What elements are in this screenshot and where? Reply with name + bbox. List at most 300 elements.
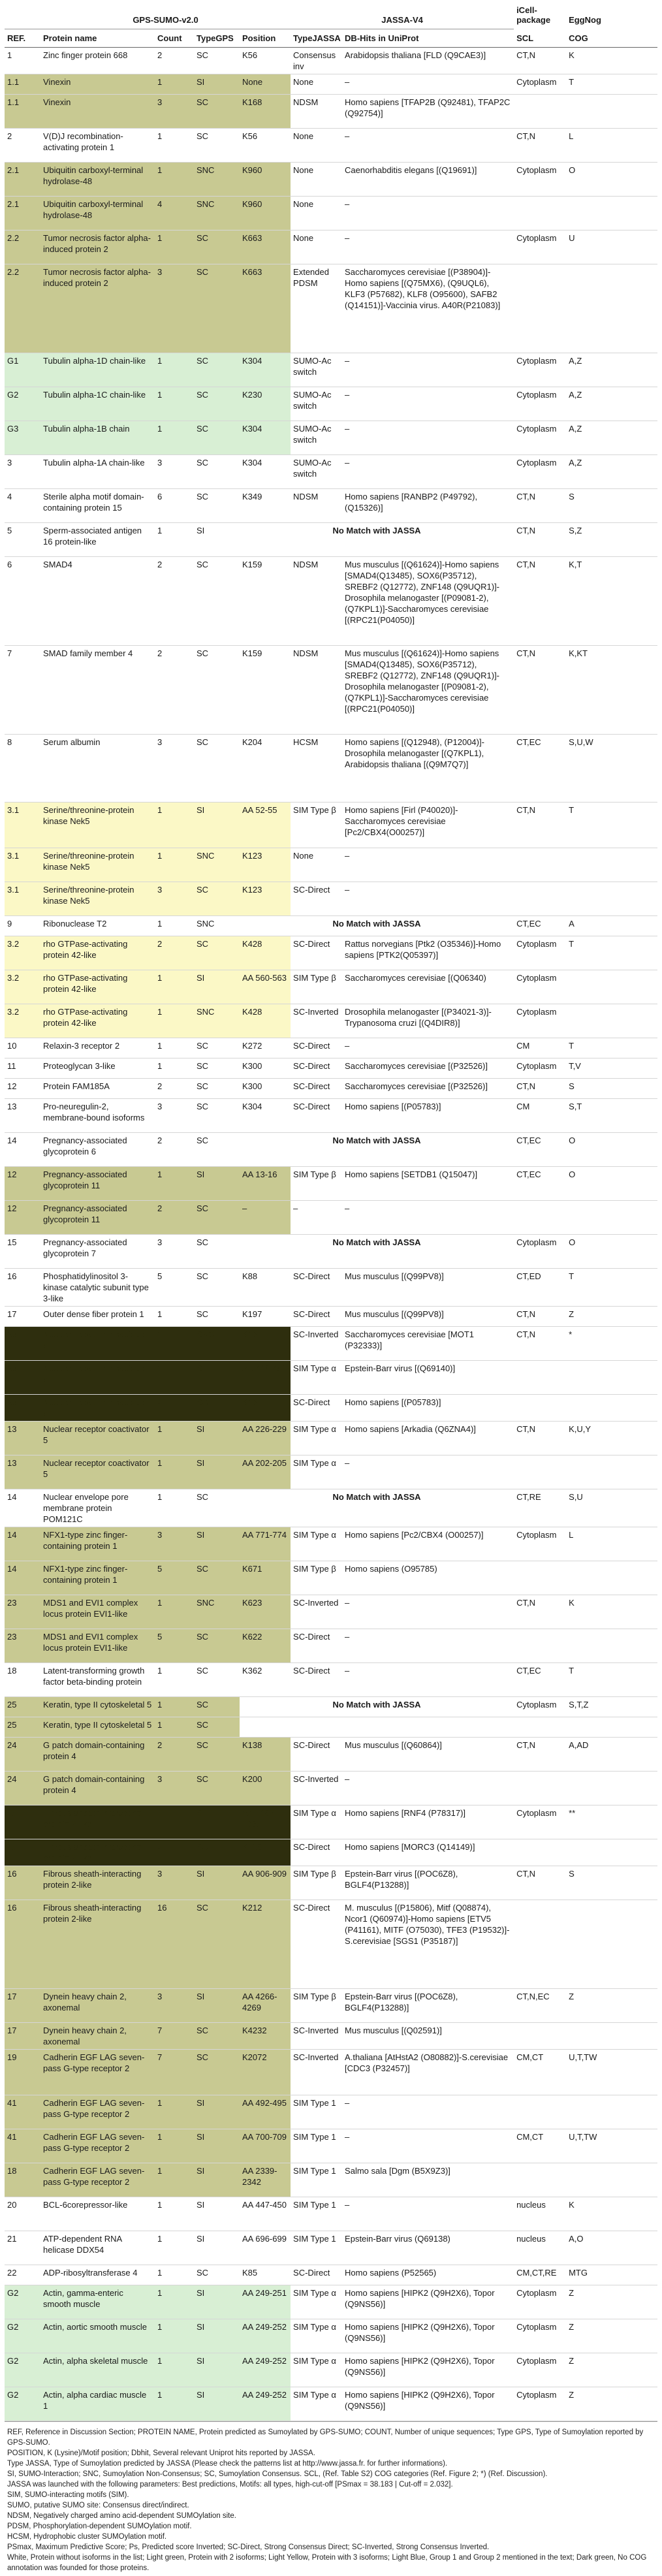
cell-count: 3 — [155, 1866, 194, 1900]
cell-protein: Serine/threonine-protein kinase Nek5 — [40, 882, 155, 915]
cell-count: 1 — [155, 2353, 194, 2387]
cell-dbhits: – — [342, 387, 514, 421]
cell-scl: CT,N — [514, 47, 566, 74]
cell-typegps: SC — [194, 1394, 240, 1421]
cell-scl: CT,N — [514, 1595, 566, 1629]
cell-position: K349 — [240, 488, 291, 522]
cell-position: K200 — [240, 1771, 291, 1805]
table-row — [5, 2319, 657, 2353]
cell-typegps: SI — [194, 2129, 240, 2163]
cell-dbhits: – — [342, 454, 514, 488]
cell-scl: CT,N,EC — [514, 1988, 566, 2022]
cell-ref: 14 — [5, 1132, 40, 1166]
cell-protein: Latent-transforming growth factor beta-binding protein — [40, 1662, 155, 1696]
cell-cog: U — [566, 230, 657, 264]
cell-cog: S,T,Z — [566, 1696, 657, 1717]
cell-cog: O — [566, 1234, 657, 1268]
cell-count: 1 — [155, 1489, 194, 1527]
cell-protein: NFX1-type zinc finger-containing protein 1 — [40, 1527, 155, 1561]
cell-ref: 11 — [5, 1058, 40, 1078]
table-row — [5, 488, 657, 522]
cell-ref: G2 — [5, 2285, 40, 2319]
cell-protein: Serine/threonine-protein kinase Nek5 — [40, 802, 155, 848]
col-header-typegps: TypeGPS — [194, 29, 240, 47]
cell-count: 2 — [155, 556, 194, 645]
table-row — [5, 882, 657, 915]
cell-nomatch: No Match with JASSA — [240, 1696, 514, 1717]
table-row — [5, 734, 657, 802]
cell-protein: SMAD family member 4 — [40, 645, 155, 734]
footnote-line: JASSA was launched with the following parameters: Best predictions, Motifs: all types, high-cut-off [PSmax = 38.183 | Cut-off = 2.032]. — [7, 2480, 453, 2489]
cell-protein: Pro-neuregulin-2, membrane-bound isoforms — [40, 1098, 155, 1132]
cell-cog: O — [566, 1166, 657, 1200]
cell-dbhits: Salmo sala [Dgm (B5X9Z3)] — [342, 2163, 514, 2197]
cell-typegps: SC — [194, 1839, 240, 1866]
cell-count: 1 — [155, 421, 194, 454]
cell-position: K272 — [240, 1038, 291, 1058]
cell-count: 1 — [155, 128, 194, 162]
cell-typegps: SI — [194, 74, 240, 94]
cell-ref: 10 — [5, 1038, 40, 1058]
cell-ref: 2.2 — [5, 264, 40, 353]
cell-position: K622 — [240, 1629, 291, 1662]
cell-scl: Cytoplasm — [514, 1696, 566, 1717]
table-row — [5, 1234, 657, 1268]
cell-cog — [566, 1771, 657, 1805]
cell-nomatch: No Match with JASSA — [240, 1234, 514, 1268]
table-row — [5, 1629, 657, 1662]
cell-count: 3 — [155, 454, 194, 488]
cell-position: K960 — [240, 162, 291, 196]
table-row — [5, 74, 657, 94]
cell-scl — [514, 1900, 566, 1988]
cell-typegps: SC — [194, 1771, 240, 1805]
cell-ref: G2 — [5, 2387, 40, 2421]
cell-protein: Relaxin-3 receptor 2 — [40, 1038, 155, 1058]
table-row — [5, 2197, 657, 2231]
cell-count: 3 — [155, 1098, 194, 1132]
cell-ref: 33 — [5, 1326, 40, 1360]
cell-ref: 13 — [5, 1455, 40, 1489]
cell-count: 6 — [155, 488, 194, 522]
cell-scl: CT,N — [514, 488, 566, 522]
cell-count: 1 — [155, 1717, 194, 1737]
cell-protein: Ubiquitin carboxyl-terminal hydrolase-48 — [40, 162, 155, 196]
cell-cog — [566, 2022, 657, 2049]
cell-scl — [514, 264, 566, 353]
cell-scl: CM — [514, 1038, 566, 1058]
table-row — [5, 47, 657, 74]
cell-protein: Tumor necrosis factor alpha-induced protein 2 — [40, 264, 155, 353]
cell-ref: 1.1 — [5, 74, 40, 94]
table-row — [5, 2163, 657, 2197]
footnote-line: REF, Reference in Discussion Section; PROTEIN NAME, Protein predicted as Sumoylated by GPS-SUMO; COUNT, Number of unique sequences; Type GPS, Type of Sumoylation reported by GPS-SUMO. — [7, 2428, 644, 2447]
cell-typejassa: SIM Type α — [291, 2285, 342, 2319]
cell-ref: 2.2 — [5, 230, 40, 264]
cell-position: K671 — [240, 1561, 291, 1595]
cell-dbhits: Homo sapiens [Arkadia (Q6ZNA4)] — [342, 1421, 514, 1455]
cell-ref: 3.2 — [5, 936, 40, 970]
footnote-line: SIM, SUMO-interacting motifs (SIM). — [7, 2490, 129, 2499]
cell-position: K212 — [240, 1900, 291, 1988]
col-header-dbhits: DB-Hits in UniProt — [342, 29, 514, 47]
table-row — [5, 2022, 657, 2049]
cell-scl — [514, 1771, 566, 1805]
cell-position: K13 — [240, 1394, 291, 1421]
cell-position: K88 — [240, 1268, 291, 1306]
cell-scl: Cytoplasm — [514, 387, 566, 421]
cell-cog: T — [566, 1038, 657, 1058]
cell-protein: Ribonuclease T2 — [40, 915, 155, 936]
cell-dbhits: Homo sapiens [HIPK2 (Q9H2X6), Topor (Q9NS56)] — [342, 2387, 514, 2421]
cell-ref: 16 — [5, 1866, 40, 1900]
cell-protein: Fibrous sheath-interacting protein 2-like — [40, 1805, 155, 1839]
cell-protein: BCL-6corepressor-like — [40, 2197, 155, 2231]
cell-typejassa: SC-Direct — [291, 1038, 342, 1058]
cell-count: 2 — [155, 1200, 194, 1234]
cell-protein: Vinexin — [40, 74, 155, 94]
cell-typejassa: NDSM — [291, 556, 342, 645]
cell-typegps: SC — [194, 1038, 240, 1058]
cell-ref: 16 — [5, 1268, 40, 1306]
cell-count: 2 — [155, 47, 194, 74]
cell-dbhits: – — [342, 1595, 514, 1629]
cell-cog: A,Z — [566, 454, 657, 488]
cell-cog: T — [566, 802, 657, 848]
cell-dbhits: Homo sapiens (P52565) — [342, 2265, 514, 2285]
cell-count: 1 — [155, 2285, 194, 2319]
cell-cog — [566, 882, 657, 915]
cell-scl: Cytoplasm — [514, 936, 566, 970]
cell-protein: ADP-ribosyltransferase 4 — [40, 2265, 155, 2285]
cell-typejassa: SIM Type β — [291, 1866, 342, 1900]
cell-cog: S,U — [566, 1489, 657, 1527]
cell-scl: Cytoplasm — [514, 1805, 566, 1839]
cell-ref: 7 — [5, 645, 40, 734]
cell-dbhits: – — [342, 353, 514, 387]
cell-dbhits: Mus musculus [(Q60864)] — [342, 1737, 514, 1771]
cell-protein: Keratin, type II cytoskeletal 5 — [40, 1717, 155, 1737]
cell-count: 5 — [155, 1629, 194, 1662]
cell-scl: nucleus — [514, 2231, 566, 2265]
cell-cog — [566, 94, 657, 128]
cell-typejassa: SIM Type α — [291, 1360, 342, 1394]
cell-protein: Tubulin alpha-1C chain-like — [40, 387, 155, 421]
cell-count: 1 — [155, 2095, 194, 2129]
cell-scl: CT,N — [514, 1737, 566, 1771]
cell-position: K623 — [240, 1595, 291, 1629]
cell-typegps: SC — [194, 387, 240, 421]
cell-count: 1 — [155, 230, 194, 264]
cell-typegps: SI — [194, 2353, 240, 2387]
cell-typejassa: – — [291, 1200, 342, 1234]
cell-position: K362 — [240, 1662, 291, 1696]
cell-protein: V(D)J recombination-activating protein 1 — [40, 128, 155, 162]
cell-position: K2072 — [240, 2049, 291, 2095]
cell-typejassa: SIM Type 1 — [291, 2129, 342, 2163]
cell-typejassa: None — [291, 162, 342, 196]
cell-position: AA 448-451 — [240, 1360, 291, 1394]
cell-dbhits: Saccharomyces cerevisiae [(Q06340) — [342, 970, 514, 1004]
cell-count: 2 — [155, 1132, 194, 1166]
cell-cog: A,Z — [566, 421, 657, 454]
cell-scl: CT,EC — [514, 915, 566, 936]
cell-count: 1 — [155, 387, 194, 421]
cell-cog: S — [566, 488, 657, 522]
table-row — [5, 2285, 657, 2319]
table-row — [5, 1058, 657, 1078]
cell-typegps: SNC — [194, 915, 240, 936]
cell-typegps: SC — [194, 1098, 240, 1132]
table-row — [5, 1737, 657, 1771]
cell-dbhits: Mus musculus [(Q02591)] — [342, 2022, 514, 2049]
cell-typegps: SNC — [194, 162, 240, 196]
cell-typejassa: SIM Type 1 — [291, 2163, 342, 2197]
cell-dbhits: – — [342, 1771, 514, 1805]
cell-typejassa: SIM Type 1 — [291, 2197, 342, 2231]
cell-ref: 16 — [5, 1900, 40, 1988]
table-footnotes — [5, 2421, 657, 2576]
cell-typegps: SI — [194, 1360, 240, 1394]
cell-dbhits: – — [342, 74, 514, 94]
table-row — [5, 94, 657, 128]
table-row — [5, 2353, 657, 2387]
cell-position: AA 249-252 — [240, 2353, 291, 2387]
cell-typejassa: NDSM — [291, 645, 342, 734]
cell-cog — [566, 1561, 657, 1595]
cell-typegps: SC — [194, 1737, 240, 1771]
cell-dbhits: Mus musculus [(Q99PV8)] — [342, 1268, 514, 1306]
cell-position: – — [240, 1200, 291, 1234]
cell-dbhits: Homo sapiens [(P05783)] — [342, 1394, 514, 1421]
cell-typegps: SI — [194, 802, 240, 848]
cell-scl: CT,N — [514, 522, 566, 556]
cell-typejassa: SC-Inverted — [291, 2049, 342, 2095]
cell-count: 1 — [155, 2197, 194, 2231]
table-row — [5, 1360, 657, 1394]
cell-cog: A,Z — [566, 353, 657, 387]
table-body — [5, 47, 657, 2421]
cell-protein: rho GTPase-activating protein 42-like — [40, 970, 155, 1004]
cell-typegps: SI — [194, 1166, 240, 1200]
cell-dbhits: Homo sapiens [(P05783)] — [342, 1098, 514, 1132]
cell-ref: 3.2 — [5, 1004, 40, 1038]
cell-typejassa: SC-Direct — [291, 1900, 342, 1988]
cell-dbhits: A.thaliana [AtHstA2 (O80882)]-S.cerevisiae [CDC3 (P32457)] — [342, 2049, 514, 2095]
cell-dbhits: Arabidopsis thaliana [FLD (Q9CAE3)] — [342, 47, 514, 74]
cell-count: 1 — [155, 1696, 194, 1717]
cell-cog — [566, 196, 657, 230]
cell-cog — [566, 1004, 657, 1038]
table-row — [5, 230, 657, 264]
cell-dbhits: Homo sapiens (O95785) — [342, 1561, 514, 1595]
cell-cog: S — [566, 1866, 657, 1900]
cell-protein: Vinexin — [40, 94, 155, 128]
cell-scl: CT,EC — [514, 734, 566, 802]
cell-position: K300 — [240, 1078, 291, 1098]
cell-position: K159 — [240, 556, 291, 645]
cell-dbhits: Mus musculus [(Q61624)]-Homo sapiens [SMAD4(Q13485), SOX6(P35712), SREBF2 (Q12772), ZNF148 (Q9UQR1)]-Drosophila melanogaster [(P09081-2), (Q7KPL1)]-Saccharomyces cerevisiae [(RPC21(P04050)] — [342, 556, 514, 645]
cell-ref: 25 — [5, 1696, 40, 1717]
cell-typegps: SC — [194, 1268, 240, 1306]
cell-typejassa: None — [291, 230, 342, 264]
table-row — [5, 1038, 657, 1058]
cell-scl: Cytoplasm — [514, 1527, 566, 1561]
table-row — [5, 1132, 657, 1166]
cell-count: 1 — [155, 1421, 194, 1455]
cell-position: K56 — [240, 128, 291, 162]
cell-scl — [514, 1455, 566, 1489]
cell-typejassa: SIM Type β — [291, 970, 342, 1004]
cell-ref: 2.1 — [5, 196, 40, 230]
cell-count: 5 — [155, 1561, 194, 1595]
cell-ref: G3 — [5, 421, 40, 454]
cell-position: K123 — [240, 882, 291, 915]
cell-dbhits: – — [342, 2095, 514, 2129]
cell-scl: CT,RE — [514, 1489, 566, 1527]
cell-nomatch: No Match with JASSA — [240, 522, 514, 556]
cell-position: K4232 — [240, 2022, 291, 2049]
cell-scl: CT,N — [514, 128, 566, 162]
cell-typegps: SC — [194, 230, 240, 264]
cell-typegps: SC — [194, 353, 240, 387]
cell-scl: Cytoplasm — [514, 353, 566, 387]
cell-protein: Outer dense fiber protein 1 — [40, 1306, 155, 1326]
cell-scl — [514, 2022, 566, 2049]
cell-cog: MTG — [566, 2265, 657, 2285]
cell-typegps: SC — [194, 94, 240, 128]
cell-ref: 33 — [5, 1394, 40, 1421]
cell-count: 1 — [155, 1326, 194, 1360]
cell-scl: Cytoplasm — [514, 421, 566, 454]
cell-typejassa: SC-Direct — [291, 1098, 342, 1132]
cell-dbhits: – — [342, 230, 514, 264]
table-row — [5, 1866, 657, 1900]
cell-cog: T,V — [566, 1058, 657, 1078]
cell-count: 2 — [155, 1078, 194, 1098]
cell-count: 1 — [155, 915, 194, 936]
cell-cog: L — [566, 1527, 657, 1561]
table-row — [5, 2265, 657, 2285]
footnote-line: Type JASSA, Type of Sumoylation predicted by JASSA (Please check the patterns list at http://www.jassa.fr. for further informations). — [7, 2459, 448, 2468]
cell-scl: Cytoplasm — [514, 454, 566, 488]
cell-typegps: SNC — [194, 1595, 240, 1629]
cell-cog: Z — [566, 2387, 657, 2421]
cell-dbhits: Homo sapiens [HIPK2 (Q9H2X6), Topor (Q9NS56)] — [342, 2285, 514, 2319]
cell-nomatch: No Match with JASSA — [240, 1132, 514, 1166]
cell-position: K428 — [240, 1004, 291, 1038]
cell-ref: 17 — [5, 2022, 40, 2049]
cell-position: AA 771-774 — [240, 1527, 291, 1561]
cell-count: 1 — [155, 2129, 194, 2163]
footnote-line: HCSM, Hydrophobic cluster SUMOylation motif. — [7, 2532, 167, 2541]
cell-dbhits: Drosophila melanogaster [(P34021-3)]-Trypanosoma cruzi [(Q4DIR8)] — [342, 1004, 514, 1038]
cell-cog — [566, 1200, 657, 1234]
cell-scl: CT,N — [514, 1078, 566, 1098]
cell-cog: T — [566, 936, 657, 970]
cell-dbhits: – — [342, 1038, 514, 1058]
cell-typejassa: SUMO-Ac switch — [291, 421, 342, 454]
cell-dbhits: – — [342, 1455, 514, 1489]
table-row — [5, 1805, 657, 1839]
cell-typegps: SNC — [194, 848, 240, 882]
cell-protein: rho GTPase-activating protein 42-like — [40, 936, 155, 970]
cell-dbhits: Homo sapiens [Pc2/CBX4 (O00257)] — [342, 1527, 514, 1561]
cell-count: 1 — [155, 1004, 194, 1038]
cell-protein: Serine/threonine-protein kinase Nek5 — [40, 848, 155, 882]
cell-ref: 14 — [5, 1489, 40, 1527]
cell-typejassa: SC-Direct — [291, 2265, 342, 2285]
cell-count: 1 — [155, 2231, 194, 2265]
cell-dbhits: Epstein-Barr virus [(POC6Z8), BGLF4(P13288)] — [342, 1866, 514, 1900]
cell-scl: CT,N — [514, 645, 566, 734]
cell-dbhits: – — [342, 2129, 514, 2163]
cell-typejassa: None — [291, 848, 342, 882]
cell-scl — [514, 2163, 566, 2197]
cell-cog — [566, 1360, 657, 1394]
cell-position: K123 — [240, 848, 291, 882]
col-header-protein: Protein name — [40, 29, 155, 47]
cell-count: 1 — [155, 1360, 194, 1394]
cell-dbhits: Homo sapiens [HIPK2 (Q9H2X6), Topor (Q9NS56)] — [342, 2319, 514, 2353]
cell-typejassa: SC-Inverted — [291, 1004, 342, 1038]
footnote-line: PSmax, Maximum Predictive Score; Ps, Predicted score Inverted; SC-Direct, Strong Consensus Direct; SC-Inverted, Strong Consensus Inverted. — [7, 2543, 490, 2551]
cell-typejassa: SIM Type α — [291, 1421, 342, 1455]
cell-cog — [566, 2095, 657, 2129]
cell-typegps: SNC — [194, 1004, 240, 1038]
cell-position: K304 — [240, 454, 291, 488]
cell-ref: 14 — [5, 1527, 40, 1561]
cell-scl: Cytoplasm — [514, 230, 566, 264]
cell-count: 1 — [155, 1595, 194, 1629]
cell-position: K85 — [240, 2265, 291, 2285]
cell-cog: S,U,W — [566, 734, 657, 802]
cell-scl — [514, 94, 566, 128]
cell-dbhits: Caenorhabditis elegans [(Q19691)] — [342, 162, 514, 196]
cell-dbhits: – — [342, 421, 514, 454]
table-row — [5, 1200, 657, 1234]
cell-protein: Sperm-associated antigen 16 protein-like — [40, 522, 155, 556]
cell-typegps: SC — [194, 1058, 240, 1078]
cell-count: 2 — [155, 936, 194, 970]
footnote-line: POSITION, K (Lysine)/Motif position; Dbhit, Several relevant Uniprot hits reported by JASSA. — [7, 2449, 315, 2457]
cell-ref: 23 — [5, 1629, 40, 1662]
table-row — [5, 915, 657, 936]
cell-scl: CT,EC — [514, 1662, 566, 1696]
cell-cog: S — [566, 1078, 657, 1098]
cell-dbhits: Homo sapiens [RANBP2 (P49792), (Q15326)] — [342, 488, 514, 522]
cell-typegps: SI — [194, 1421, 240, 1455]
table-row — [5, 1004, 657, 1038]
col-header-cog: COG — [566, 29, 657, 47]
cell-typegps: SI — [194, 2285, 240, 2319]
cell-typegps: SI — [194, 2197, 240, 2231]
cell-typejassa: SIM Type α — [291, 2353, 342, 2387]
cell-cog: T — [566, 1662, 657, 1696]
cell-position: AA 52-55 — [240, 802, 291, 848]
cell-protein: Actin, alpha skeletal muscle — [40, 2353, 155, 2387]
cell-cog: K,KT — [566, 645, 657, 734]
table-row — [5, 1595, 657, 1629]
table-row — [5, 1561, 657, 1595]
cell-typejassa: NDSM — [291, 488, 342, 522]
cell-ref: 2.1 — [5, 162, 40, 196]
cell-protein: Dynein heavy chain 2, axonemal — [40, 2022, 155, 2049]
cell-typejassa: SC-Direct — [291, 936, 342, 970]
cell-scl: Cytoplasm — [514, 2285, 566, 2319]
cell-protein: Fibrous sheath-interacting protein 2-like — [40, 1866, 155, 1900]
cell-nomatch: No Match with JASSA — [240, 1489, 514, 1527]
